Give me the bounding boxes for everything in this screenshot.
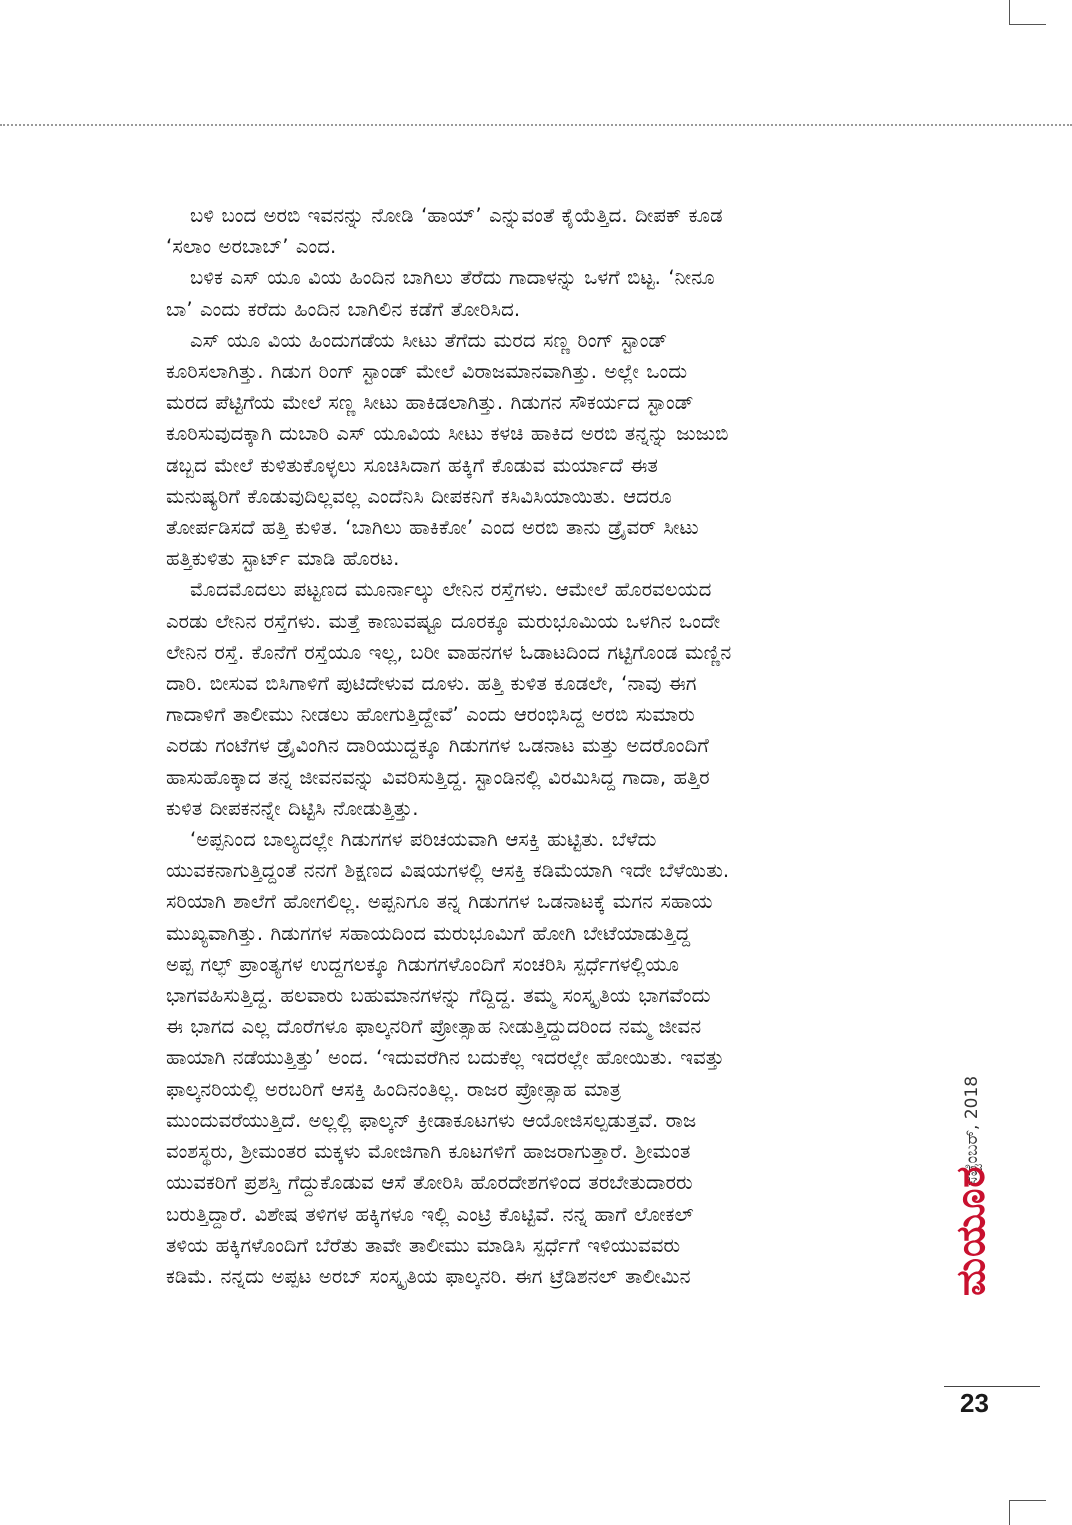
- text-line: ಯುವಕನಾಗುತ್ತಿದ್ದಂತೆ ನನಗೆ ಶಿಕ್ಷಣದ ವಿಷಯಗಳಲ್ಲಿ ಆಸಕ್ತಿ ಕಡಿಮೆಯಾಗಿ ಇದೇ ಬೆಳೆಯಿತು.: [166, 859, 730, 883]
- text-line: ಕಡಿಮೆ. ನನ್ನದು ಅಪ್ಪಟ ಅರಬ್ ಸಂಸ್ಕೃತಿಯ ಫಾಲ್ಕನರಿ. ಈಗ ಟ್ರೆಡಿಶನಲ್ ತಾಲೀಮಿನ: [166, 1264, 691, 1288]
- text-line: ಎಸ್ ಯೂ ವಿಯ ಹಿಂದುಗಡೆಯ ಸೀಟು ತೆಗೆದು ಮರದ ಸಣ್ಣ ರಿಂಗ್ ಸ್ಟಾಂಡ್: [190, 328, 668, 352]
- header-dotted-rule: [0, 124, 1072, 126]
- text-line: ಕೂರಿಸಲಾಗಿತ್ತು. ಗಿಡುಗ ರಿಂಗ್ ಸ್ಟಾಂಡ್ ಮೇಲೆ ವಿರಾಜಮಾನವಾಗಿತ್ತು. ಅಲ್ಲೇ ಒಂದು: [166, 360, 688, 384]
- text-line: ಬಾ’ ಎಂದು ಕರೆದು ಹಿಂದಿನ ಬಾಗಿಲಿನ ಕಡೆಗೆ ತೋರಿಸಿದ.: [166, 297, 521, 321]
- text-line: ಕೂರಿಸುವುದಕ್ಕಾಗಿ ದುಬಾರಿ ಎಸ್ ಯೂವಿಯ ಸೀಟು ಕಳಚಿ ಹಾಕಿದ ಅರಬಿ ತನ್ನನ್ನು ಜುಜುಬಿ: [166, 422, 729, 446]
- page-number-rule: [944, 1386, 1040, 1387]
- text-line: ಎರಡು ಲೇನಿನ ರಸ್ತೆಗಳು. ಮತ್ತೆ ಕಾಣುವಷ್ಟೂ ದೂರಕ್ಕೂ ಮರುಭೂಮಿಯ ಒಳಗಿನ ಒಂದೇ: [166, 609, 721, 633]
- crop-mark-top: [1009, 0, 1046, 25]
- text-line: ಅಪ್ಪ ಗಲ್ಫ್ ಪ್ರಾಂತ್ಯಗಳ ಉದ್ದಗಲಕ್ಕೂ ಗಿಡುಗಗಳೊಂದಿಗೆ ಸಂಚರಿಸಿ ಸ್ಪರ್ಧೆಗಳಲ್ಲಿಯೂ: [166, 952, 680, 976]
- text-line: ವಂಶಸ್ಥರು, ಶ್ರೀಮಂತರ ಮಕ್ಕಳು ಮೋಜಿಗಾಗಿ ಕೂಟಗಳಿಗೆ ಹಾಜರಾಗುತ್ತಾರೆ. ಶ್ರೀಮಂತ: [166, 1140, 691, 1164]
- text-line: ಮರದ ಪೆಟ್ಟಿಗೆಯ ಮೇಲೆ ಸಣ್ಣ ಸೀಟು ಹಾಕಿಡಲಾಗಿತ್ತು. ಗಿಡುಗನ ಸೌಕರ್ಯದ ಸ್ಟಾಂಡ್: [166, 391, 694, 415]
- text-line: ಲೇನಿನ ರಸ್ತೆ. ಕೊನೆಗೆ ರಸ್ತೆಯೂ ಇಲ್ಲ, ಬರೀ ವಾಹನಗಳ ಓಡಾಟದಿಂದ ಗಟ್ಟಿಗೊಂಡ ಮಣ್ಣಿನ: [166, 640, 732, 664]
- text-line: ಈ ಭಾಗದ ಎಲ್ಲ ದೊರೆಗಳೂ ಫಾಲ್ಕನರಿಗೆ ಪ್ರೋತ್ಸಾಹ ನೀಡುತ್ತಿದ್ದುದರಿಂದ ನಮ್ಮ ಜೀವನ: [166, 1015, 702, 1039]
- paragraph-1: [166, 200, 926, 262]
- paragraph-5: [166, 824, 926, 1292]
- paragraph-4: [166, 574, 926, 824]
- text-line: ಡಬ್ಬದ ಮೇಲೆ ಕುಳಿತುಕೊಳ್ಳಲು ಸೂಚಿಸಿದಾಗ ಹಕ್ಕಿಗೆ ಕೊಡುವ ಮರ್ಯಾದೆ ಈತ: [166, 453, 658, 477]
- text-line: ಹಾಯಾಗಿ ನಡೆಯುತ್ತಿತ್ತು’ ಅಂದ. ‘ಇದುವರೆಗಿನ ಬದುಕೆಲ್ಲ ಇದರಲ್ಲೇ ಹೋಯಿತು. ಇವತ್ತು: [166, 1046, 725, 1070]
- paragraph-3: [166, 325, 926, 575]
- text-line: ಮನುಷ್ಯರಿಗೆ ಕೊಡುವುದಿಲ್ಲವಲ್ಲ ಎಂದೆನಿಸಿ ದೀಪಕನಿಗೆ ಕಸಿವಿಸಿಯಾಯಿತು. ಆದರೂ: [166, 484, 672, 508]
- text-line: ಗಾದಾಳಿಗೆ ತಾಲೀಮು ನೀಡಲು ಹೋಗುತ್ತಿದ್ದೇವೆ’ ಎಂದು ಆರಂಭಿಸಿದ್ದ ಅರಬಿ ಸುಮಾರು: [166, 703, 695, 727]
- text-line: ಯುವಕರಿಗೆ ಪ್ರಶಸ್ತಿ ಗೆದ್ದುಕೊಡುವ ಆಸೆ ತೋರಿಸಿ ಹೊರದೇಶಗಳಿಂದ ತರಬೇತುದಾರರು: [166, 1171, 693, 1195]
- text-line: ಮುಖ್ಯವಾಗಿತ್ತು. ಗಿಡುಗಗಳ ಸಹಾಯದಿಂದ ಮರುಭೂಮಿಗೆ ಹೋಗಿ ಬೇಟೆಯಾಡುತ್ತಿದ್ದ: [166, 921, 691, 945]
- text-line: ಬಳಿಕ ಎಸ್ ಯೂ ವಿಯ ಹಿಂದಿನ ಬಾಗಿಲು ತೆರೆದು ಗಾದಾಳನ್ನು ಒಳಗೆ ಬಿಟ್ಟ. ‘ನೀನೂ: [190, 266, 715, 290]
- crop-mark-bottom: [1009, 1500, 1046, 1525]
- text-line: ಭಾಗವಹಿಸುತ್ತಿದ್ದ. ಹಲವಾರು ಬಹುಮಾನಗಳನ್ನು ಗೆದ್ದಿದ್ದ. ತಮ್ಮ ಸಂಸ್ಕೃತಿಯ ಭಾಗವೆಂದು: [166, 984, 711, 1008]
- text-line: ಬಳಿ ಬಂದ ಅರಬಿ ಇವನನ್ನು ನೋಡಿ ‘ಹಾಯ್’ ಎನ್ನುವಂತೆ ಕೈಯೆತ್ತಿದ. ದೀಪಕ್ ಕೂಡ: [190, 204, 723, 227]
- text-line: ಫಾಲ್ಕನರಿಯಲ್ಲಿ ಅರಬರಿಗೆ ಆಸಕ್ತಿ ಹಿಂದಿನಂತಿಲ್ಲ. ರಾಜರ ಪ್ರೋತ್ಸಾಹ ಮಾತ್ರ: [166, 1077, 622, 1101]
- article-body: [166, 200, 926, 1292]
- text-line: ಮುಂದುವರೆಯುತ್ತಿದೆ. ಅಲ್ಲಲ್ಲಿ ಫಾಲ್ಕನ್ ಕ್ರೀಡಾಕೂಟಗಳು ಆಯೋಜಿಸಲ್ಪಡುತ್ತವೆ. ರಾಜ: [166, 1108, 697, 1132]
- text-line: ಹಾಸುಹೊಕ್ಕಾದ ತನ್ನ ಜೀವನವನ್ನು ವಿವರಿಸುತ್ತಿದ್ದ. ಸ್ಟಾಂಡಿನಲ್ಲಿ ವಿರಮಿಸಿದ್ದ ಗಾದಾ, ಹತ್ತಿರ: [166, 765, 710, 789]
- text-line: ‘ಅಪ್ಪನಿಂದ ಬಾಲ್ಯದಲ್ಲೇ ಗಿಡುಗಗಳ ಪರಿಚಯವಾಗಿ ಆಸಕ್ತಿ ಹುಟ್ಟಿತು. ಬೆಳೆದು: [190, 828, 657, 852]
- text-line: ತೋರ್ಪಡಿಸದೆ ಹತ್ತಿ ಕುಳಿತ. ‘ಬಾಗಿಲು ಹಾಕಿಕೋ’ ಎಂದ ಅರಬಿ ತಾನು ಡ್ರೈವರ್ ಸೀಟು: [166, 516, 699, 540]
- text-line: ಕುಳಿತ ದೀಪಕನನ್ನೇ ದಿಟ್ಟಿಸಿ ನೋಡುತ್ತಿತ್ತು.: [166, 796, 419, 820]
- magazine-title: ಮಯೂರ: [948, 1165, 994, 1296]
- text-line: ಸರಿಯಾಗಿ ಶಾಲೆಗೆ ಹೋಗಲಿಲ್ಲ. ಅಪ್ಪನಿಗೂ ತನ್ನ ಗಿಡುಗಗಳ ಒಡನಾಟಕ್ಕೆ ಮಗನ ಸಹಾಯ: [166, 890, 713, 914]
- paragraph-2: [166, 262, 926, 324]
- text-line: ಎರಡು ಗಂಟೆಗಳ ಡ್ರೈವಿಂಗಿನ ದಾರಿಯುದ್ದಕ್ಕೂ ಗಿಡುಗಗಳ ಒಡನಾಟ ಮತ್ತು ಅದರೊಂದಿಗೆ: [166, 734, 709, 758]
- text-line: ಬರುತ್ತಿದ್ದಾರೆ. ವಿಶೇಷ ತಳಿಗಳ ಹಕ್ಕಿಗಳೂ ಇಲ್ಲಿ ಎಂಟ್ರಿ ಕೊಟ್ಟಿವೆ. ನನ್ನ ಹಾಗೆ ಲೋಕಲ್: [166, 1202, 694, 1226]
- text-line: ದಾರಿ. ಬೀಸುವ ಬಿಸಿಗಾಳಿಗೆ ಪುಟಿದೇಳುವ ದೂಳು. ಹತ್ತಿ ಕುಳಿತ ಕೂಡಲೇ, ‘ನಾವು ಈಗ: [166, 672, 697, 696]
- text-line: ಹತ್ತಿಕುಳಿತು ಸ್ಟಾರ್ಟ್ ಮಾಡಿ ಹೊರಟ.: [166, 547, 400, 571]
- page-number: 23: [960, 1388, 989, 1418]
- text-line: ‘ಸಲಾಂ ಅರಬಾಬ್’ ಎಂದ.: [166, 235, 337, 259]
- text-line: ತಳಿಯ ಹಕ್ಕಿಗಳೊಂದಿಗೆ ಬೆರೆತು ತಾವೇ ತಾಲೀಮು ಮಾಡಿಸಿ ಸ್ಪರ್ಧೆಗೆ ಇಳಿಯುವವರು: [166, 1233, 681, 1257]
- issue-date: ಸೆಪ್ಟೆಂಬರ್, 2018: [962, 1075, 982, 1186]
- text-line: ಮೊದಮೊದಲು ಪಟ್ಟಣದ ಮೂರ್ನಾಲ್ಕು ಲೇನಿನ ರಸ್ತೆಗಳು. ಆಮೇಲೆ ಹೊರವಲಯದ: [190, 578, 712, 602]
